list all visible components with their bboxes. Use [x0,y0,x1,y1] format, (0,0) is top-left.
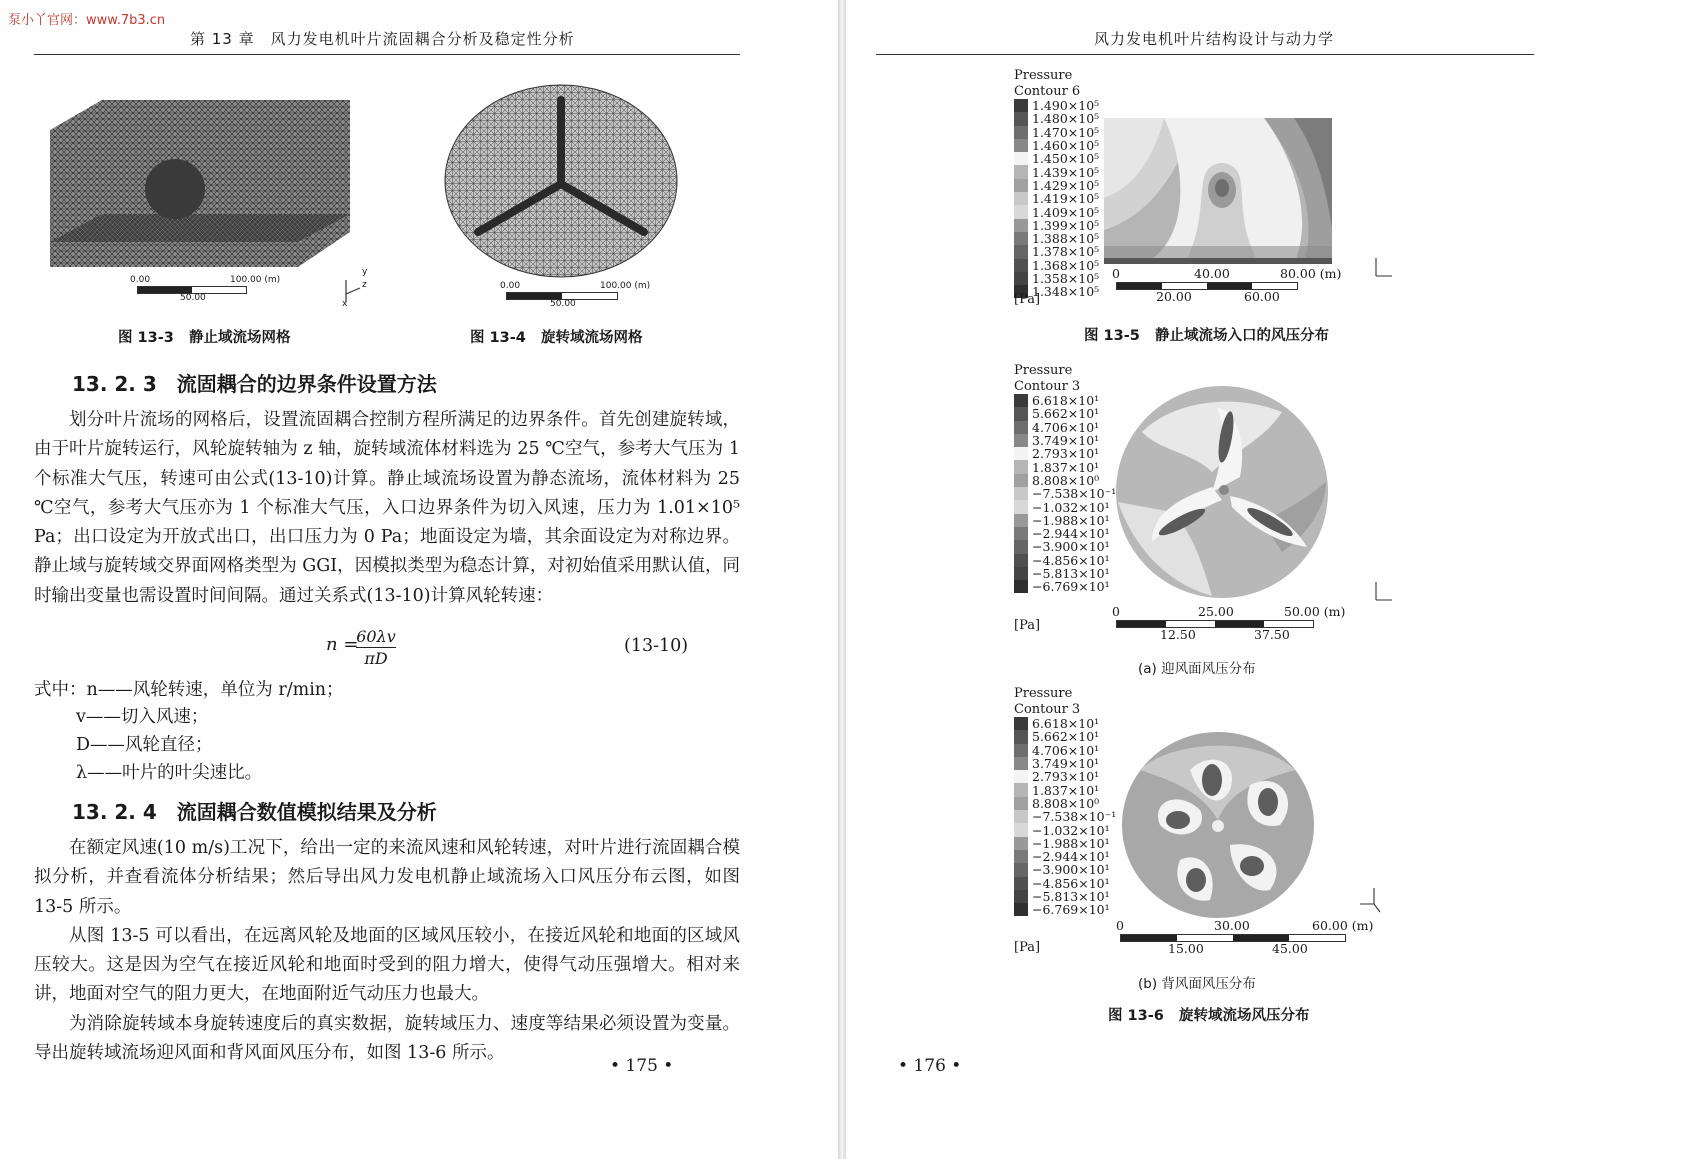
legend-swatch [1014,823,1028,836]
legend-label: 1.409×10⁵ [1032,204,1100,220]
var-v: v——切入风速； [76,707,209,727]
fig4-scale-mid: 50.00 [550,299,576,309]
legend-swatch [1014,192,1028,205]
fig6a-subcaption: (a) 迎风面风压分布 [1138,661,1256,677]
legend-label: 4.706×10¹ [1032,419,1100,435]
header-rule [876,54,1534,55]
fig4-caption-text: 旋转域流场网格 [541,330,643,346]
legend-entry [1014,460,1116,473]
legend-label: 1.399×10⁵ [1032,217,1100,233]
legend-label: −3.900×10¹ [1032,539,1110,555]
axis-y-label: y [362,267,368,277]
legend-entry [1014,863,1116,876]
legend-entry [1014,823,1116,836]
fig4-caption [470,326,643,347]
legend-swatch [1014,783,1028,796]
page-number-right: • 176 • [898,1056,962,1076]
fig5-title: Pressure Contour 6 [1014,68,1081,99]
var-n: 式中：n——风轮转速，单位为 r/min； [34,680,344,700]
legend-swatch [1014,165,1028,178]
fig6b-axis-triad-icon [1346,884,1390,924]
legend-entry [1014,877,1116,890]
legend-label: 1.348×10⁵ [1032,284,1100,300]
results-paragraph-3: 为消除旋转域本身旋转速度后的真实数据，旋转域压力、速度等结果必须设置为变量。导出旋转域流场迎风面和背风面风压分布，如图 13-6 所示。 [34,1013,740,1064]
mesh-top-face [50,100,350,130]
legend-label: 1.450×10⁵ [1032,151,1100,167]
legend-label: −2.944×10¹ [1032,526,1110,542]
legend-entry [1014,99,1099,112]
legend-swatch [1014,487,1028,500]
results-paragraph-2: 从图 13-5 可以看出，在远离风轮及地面的区域风压较小，在接近风轮和地面的区域风压较大。这是因为空气在接近风轮和地面时受到的阻力增大，使得气动压强增大。相对来讲，地面对空气的阻力更大，在地面附近气动压力也最大。 [34,925,740,1005]
rotating-domain-mesh-figure [442,82,680,280]
legend-swatch [1014,580,1028,593]
legend-swatch [1014,863,1028,876]
running-header: 第 13 章 风力发电机叶片流固耦合分析及稳定性分析 [190,30,575,48]
legend-swatch [1014,245,1028,258]
legend-swatch [1014,474,1028,487]
left-page [0,0,838,1159]
legend-label: 2.793×10¹ [1032,769,1100,785]
legend-swatch [1014,797,1028,810]
fig5-scale-60: 60.00 [1244,289,1280,304]
fig6a-unit: [Pa] [1014,618,1041,633]
header-rule [34,54,740,55]
legend-label: 1.460×10⁵ [1032,138,1100,154]
legend-entry [1014,139,1099,152]
legend-entry [1014,783,1116,796]
legend-label: 1.429×10⁵ [1032,177,1100,193]
legend-swatch [1014,205,1028,218]
fig6a-windward-contour [1112,382,1332,602]
legend-swatch [1014,126,1028,139]
legend-swatch [1014,717,1028,730]
legend-label: −7.538×10⁻¹ [1032,809,1117,825]
legend-label: −5.813×10¹ [1032,566,1110,582]
legend-entry [1014,245,1099,258]
watermark: 泵小丫官网：www.7b3.cn [8,13,166,28]
legend-entry [1014,394,1116,407]
paragraph-results [34,834,740,1068]
legend-swatch [1014,407,1028,420]
legend-swatch [1014,272,1028,285]
formula-number: (13-10) [624,636,689,656]
fig6b-legend [1014,717,1116,916]
formula-lhs: n = [326,634,359,655]
legend-swatch [1014,903,1028,916]
legend-swatch [1014,232,1028,245]
fig4-scale-start: 0.00 [500,281,521,291]
legend-entry [1014,112,1099,125]
fig3-caption [118,326,291,347]
legend-label: 6.618×10¹ [1032,716,1100,732]
legend-label: 1.388×10⁵ [1032,231,1100,247]
legend-entry [1014,580,1116,593]
legend-entry [1014,232,1099,245]
fig6b-scale-30: 30.00 [1214,918,1250,933]
legend-label: 8.808×10⁰ [1032,472,1100,488]
legend-swatch [1014,514,1028,527]
rotor-disc [145,159,205,219]
legend-swatch [1014,837,1028,850]
fig5-caption-text: 静止域流场入口的风压分布 [1155,328,1329,344]
legend-entry [1014,259,1099,272]
legend-label: 1.358×10⁵ [1032,271,1100,287]
legend-swatch [1014,139,1028,152]
section-heading-13-2-3 [72,368,437,397]
var-lambda: λ——叶片的叶尖速比。 [76,763,263,783]
section-number: 13. 2. 3 [72,372,157,396]
fig5-scale-0: 0 [1112,266,1120,281]
legend-label: −2.944×10¹ [1032,849,1110,865]
legend-entry [1014,474,1116,487]
legend-swatch [1014,770,1028,783]
fig5-axis-triad-icon [1370,252,1406,290]
legend-entry [1014,192,1099,205]
fig6b-scale-0: 0 [1116,918,1124,933]
legend-label: −4.856×10¹ [1032,552,1110,568]
legend-label: −6.769×10¹ [1032,902,1110,918]
legend-label: 2.793×10¹ [1032,446,1100,462]
legend-entry [1014,744,1116,757]
legend-swatch [1014,259,1028,272]
legend-label: −1.032×10¹ [1032,822,1110,838]
legend-entry [1014,500,1116,513]
legend-swatch [1014,99,1028,112]
legend-swatch [1014,219,1028,232]
section-number: 13. 2. 4 [72,800,157,824]
fig4-caption-label: 图 13-4 [470,330,526,346]
section-title: 流固耦合数值模拟结果及分析 [176,800,437,824]
legend-swatch [1014,421,1028,434]
legend-entry [1014,272,1099,285]
legend-entry [1014,540,1116,553]
fig5-scale-40: 40.00 [1194,266,1230,281]
legend-label: −7.538×10⁻¹ [1032,486,1117,502]
legend-entry [1014,205,1099,218]
legend-swatch [1014,179,1028,192]
results-paragraph-1: 在额定风速(10 m/s)工况下，给出一定的来流风速和风轮转速，对叶片进行流固耦合模拟分析，并查看流体分析结果；然后导出风力发电机静止域流场入口风压分布云图，如图 13-5 所示。 [34,838,740,917]
legend-entry [1014,903,1116,916]
legend-swatch [1014,744,1028,757]
legend-label: 1.837×10¹ [1032,459,1100,475]
legend-label: 5.662×10¹ [1032,729,1100,745]
fig6a-scale-12-5: 12.50 [1160,627,1196,642]
legend-entry [1014,447,1116,460]
fig3-scale-mid: 50.00 [180,293,206,303]
legend-entry [1014,514,1116,527]
legend-label: 1.419×10⁵ [1032,191,1100,207]
legend-label: 3.749×10¹ [1032,433,1100,449]
legend-entry [1014,890,1116,903]
fig3-scale-start: 0.00 [130,275,151,285]
legend-entry [1014,527,1116,540]
legend-entry [1014,152,1099,165]
book-gutter [838,0,846,1159]
legend-label: −3.900×10¹ [1032,862,1110,878]
fig6b-subcaption: (b) 背风面风压分布 [1138,976,1256,992]
legend-label: −1.032×10¹ [1032,499,1110,515]
fig6a-title: Pressure Contour 3 [1014,363,1081,394]
axis-z-label: z [362,280,367,290]
legend-entry [1014,797,1116,810]
fig5-unit: [Pa] [1014,292,1041,307]
legend-swatch [1014,567,1028,580]
legend-entry [1014,165,1099,178]
legend-swatch [1014,810,1028,823]
page-number-left: • 175 • [610,1056,674,1076]
legend-label: −6.769×10¹ [1032,579,1110,595]
fig3-scale-end: 100.00 (m) [230,275,281,285]
fig6b-title: Pressure Contour 3 [1014,686,1081,717]
legend-swatch [1014,434,1028,447]
legend-label: 1.368×10⁵ [1032,257,1100,273]
legend-swatch [1014,554,1028,567]
legend-entry [1014,810,1116,823]
legend-entry [1014,421,1116,434]
legend-entry [1014,554,1116,567]
fig3-caption-text: 静止域流场网格 [189,330,291,346]
legend-label: −1.988×10¹ [1032,512,1110,528]
var-D: D——风轮直径； [76,735,213,755]
legend-label: 1.837×10¹ [1032,782,1100,798]
section-title: 流固耦合的边界条件设置方法 [176,372,437,396]
legend-label: 1.480×10⁵ [1032,111,1100,127]
fig6-caption-text: 旋转域流场风压分布 [1179,1008,1310,1024]
legend-swatch [1014,877,1028,890]
fig5-legend [1014,99,1099,298]
legend-label: 1.470×10⁵ [1032,124,1100,140]
legend-swatch [1014,447,1028,460]
fig6b-scale-bar [1120,934,1346,942]
legend-entry [1014,837,1116,850]
legend-label: 1.439×10⁵ [1032,164,1100,180]
fig5-scale-20: 20.00 [1156,289,1192,304]
legend-swatch [1014,850,1028,863]
legend-entry [1014,219,1099,232]
legend-entry [1014,179,1099,192]
formula-numerator: 60λv [356,627,396,646]
fig6-caption-label: 图 13-6 [1108,1008,1164,1024]
fig5-contour-plot [1104,118,1332,264]
fig6a-scale-37-5: 37.50 [1254,627,1290,642]
legend-entry [1014,407,1116,420]
legend-swatch [1014,730,1028,743]
legend-label: 5.662×10¹ [1032,406,1100,422]
fig6-caption [1108,1004,1310,1025]
axis-x-label: x [342,299,348,309]
running-header: 风力发电机叶片结构设计与动力学 [1094,30,1335,48]
fig5-caption [1084,324,1329,345]
fig3-caption-label: 图 13-3 [118,330,174,346]
fig4-scale-end: 100.00 (m) [600,281,651,291]
legend-label: −1.988×10¹ [1032,835,1110,851]
legend-entry [1014,770,1116,783]
section-heading-13-2-4 [72,796,437,825]
legend-label: 1.378×10⁵ [1032,244,1100,260]
legend-label: −5.813×10¹ [1032,889,1110,905]
legend-swatch [1014,527,1028,540]
paragraph-boundary-conditions: 划分叶片流场的网格后，设置流固耦合控制方程所满足的边界条件。首先创建旋转域，由于叶片旋转运行，风轮旋转轴为 z 轴，旋转域流体材料选为 25 ℃空气，参考大气压为 1 个标准大气压，转速可由公式(13-10)计算。静止域流场设置为静态流场，流体材料为 25 ℃空气，参考大气压亦为 1 个标准大气压，入口边界条件为切入风速，压力为 1.01×10⁵ Pa；出口设定为开放式出口，出口压力为 0 Pa；地面设定为墙，其余面设定为对称边界。静止域与旋转域交界面网格类型为 GGI，因模拟类型为稳态计算，对初始值采用默认值，同时输出变量也需设置时间间隔。通过关系式(13-10)计算风轮转速： [34,410,740,606]
fig6a-legend [1014,394,1116,593]
legend-label: 1.490×10⁵ [1032,98,1100,114]
fig6b-scale-45: 45.00 [1272,941,1308,956]
fig5-caption-label: 图 13-5 [1084,328,1140,344]
fig6b-scale-60: 60.00 (m) [1312,918,1374,933]
legend-entry [1014,757,1116,770]
legend-swatch [1014,460,1028,473]
fig5-scale-80: 80.00 (m) [1280,266,1342,281]
fig6b-unit: [Pa] [1014,940,1041,955]
formula-denominator: πD [364,649,388,668]
legend-label: 3.749×10¹ [1032,756,1100,772]
legend-swatch [1014,757,1028,770]
legend-entry [1014,730,1116,743]
legend-label: 4.706×10¹ [1032,742,1100,758]
legend-swatch [1014,890,1028,903]
mesh-bottom-band [50,214,350,242]
legend-swatch [1014,152,1028,165]
static-domain-mesh-figure [40,92,360,292]
fig6b-scale-15: 15.00 [1168,941,1204,956]
legend-swatch [1014,394,1028,407]
fig6b-leeward-contour [1120,730,1316,920]
fig6a-scale-50: 50.00 (m) [1284,604,1346,619]
fig6a-axis-triad-icon [1370,576,1406,614]
legend-swatch [1014,540,1028,553]
legend-entry [1014,487,1116,500]
legend-swatch [1014,112,1028,125]
legend-entry [1014,434,1116,447]
legend-label: −4.856×10¹ [1032,875,1110,891]
legend-entry [1014,567,1116,580]
legend-entry [1014,717,1116,730]
right-page [846,0,1684,1159]
fig6a-scale-0: 0 [1112,604,1120,619]
legend-entry [1014,850,1116,863]
legend-entry [1014,126,1099,139]
legend-swatch [1014,500,1028,513]
legend-label: 8.808×10⁰ [1032,795,1100,811]
legend-label: 6.618×10¹ [1032,393,1100,409]
fig6a-scale-25: 25.00 [1198,604,1234,619]
